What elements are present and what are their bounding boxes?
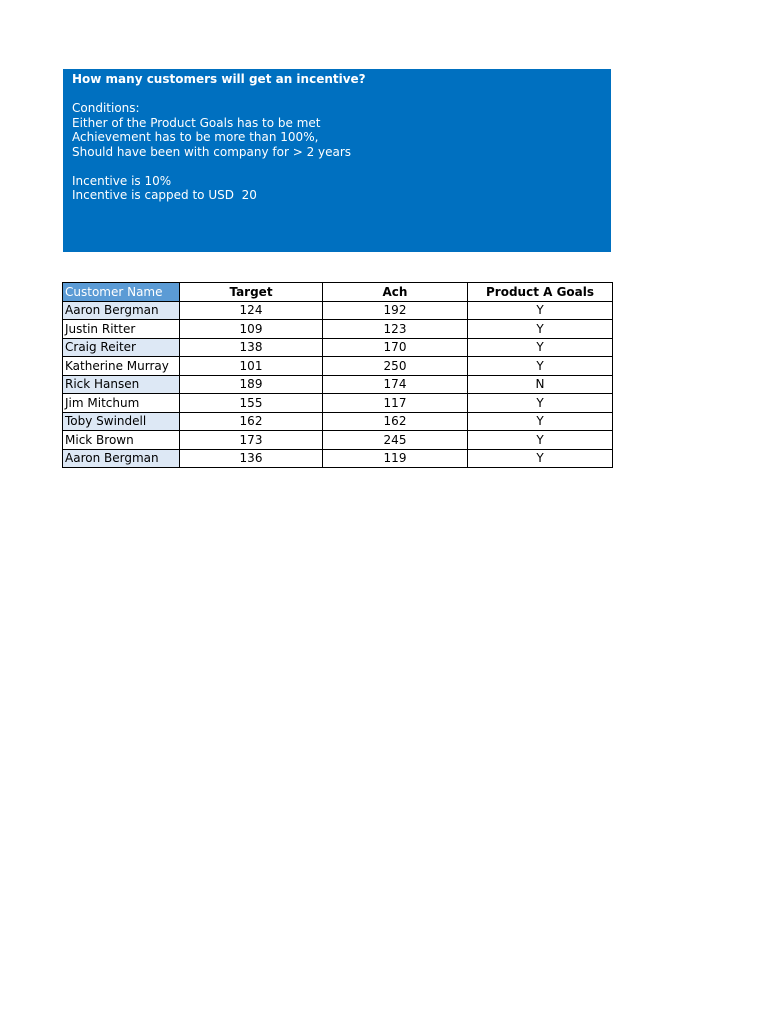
table-row [63, 394, 613, 413]
question-title: How many customers will get an incentive? [72, 72, 366, 86]
incentive-line: Incentive is capped to USD 20 [72, 188, 257, 202]
cell-target[interactable]: 138 [180, 338, 323, 357]
header-ach[interactable]: Ach [323, 283, 468, 302]
header-target[interactable]: Target [180, 283, 323, 302]
table-row [63, 301, 613, 320]
table-row [63, 375, 613, 394]
cell-ach[interactable]: 119 [323, 449, 468, 468]
cell-target[interactable]: 155 [180, 394, 323, 413]
cell-goal[interactable]: Y [468, 431, 613, 450]
header-customer-name[interactable]: Customer Name [63, 283, 180, 302]
cell-ach[interactable]: 250 [323, 357, 468, 376]
cell-customer-name[interactable]: Aaron Bergman [63, 301, 180, 320]
cell-goal[interactable]: Y [468, 320, 613, 339]
cell-customer-name[interactable]: Craig Reiter [63, 338, 180, 357]
cell-ach[interactable]: 174 [323, 375, 468, 394]
cell-ach[interactable]: 170 [323, 338, 468, 357]
table-header-row [63, 283, 613, 302]
cell-customer-name[interactable]: Justin Ritter [63, 320, 180, 339]
cell-customer-name[interactable]: Jim Mitchum [63, 394, 180, 413]
blank-line [72, 159, 611, 174]
cell-goal[interactable]: Y [468, 357, 613, 376]
header-product-a-goals[interactable]: Product A Goals [468, 283, 613, 302]
cell-customer-name[interactable]: Rick Hansen [63, 375, 180, 394]
cell-customer-name[interactable]: Mick Brown [63, 431, 180, 450]
table-row [63, 320, 613, 339]
cell-goal[interactable]: Y [468, 412, 613, 431]
cell-target[interactable]: 173 [180, 431, 323, 450]
table-row [63, 449, 613, 468]
cell-ach[interactable]: 192 [323, 301, 468, 320]
cell-goal[interactable]: Y [468, 301, 613, 320]
condition-line: Achievement has to be more than 100%, [72, 130, 319, 144]
conditions-heading: Conditions: [72, 101, 140, 115]
blank-line [72, 87, 611, 102]
cell-ach[interactable]: 245 [323, 431, 468, 450]
cell-ach[interactable]: 123 [323, 320, 468, 339]
table-row [63, 357, 613, 376]
cell-target[interactable]: 124 [180, 301, 323, 320]
cell-ach[interactable]: 162 [323, 412, 468, 431]
condition-line: Either of the Product Goals has to be met [72, 115, 321, 130]
cell-customer-name[interactable]: Aaron Bergman [63, 449, 180, 468]
table-row [63, 412, 613, 431]
incentive-line: Incentive is 10% [72, 173, 172, 188]
customer-table [62, 282, 613, 468]
cell-target[interactable]: 109 [180, 320, 323, 339]
cell-goal[interactable]: Y [468, 394, 613, 413]
table-row [63, 431, 613, 450]
cell-goal[interactable]: Y [468, 338, 613, 357]
cell-goal[interactable]: Y [468, 449, 613, 468]
cell-target[interactable]: 162 [180, 412, 323, 431]
table-row [63, 338, 613, 357]
cell-customer-name[interactable]: Toby Swindell [63, 412, 180, 431]
cell-target[interactable]: 136 [180, 449, 323, 468]
question-panel [63, 69, 611, 252]
cell-target[interactable]: 189 [180, 375, 323, 394]
cell-target[interactable]: 101 [180, 357, 323, 376]
cell-goal[interactable]: N [468, 375, 613, 394]
condition-line: Should have been with company for > 2 years [72, 144, 352, 159]
cell-customer-name[interactable]: Katherine Murray [63, 357, 180, 376]
cell-ach[interactable]: 117 [323, 394, 468, 413]
